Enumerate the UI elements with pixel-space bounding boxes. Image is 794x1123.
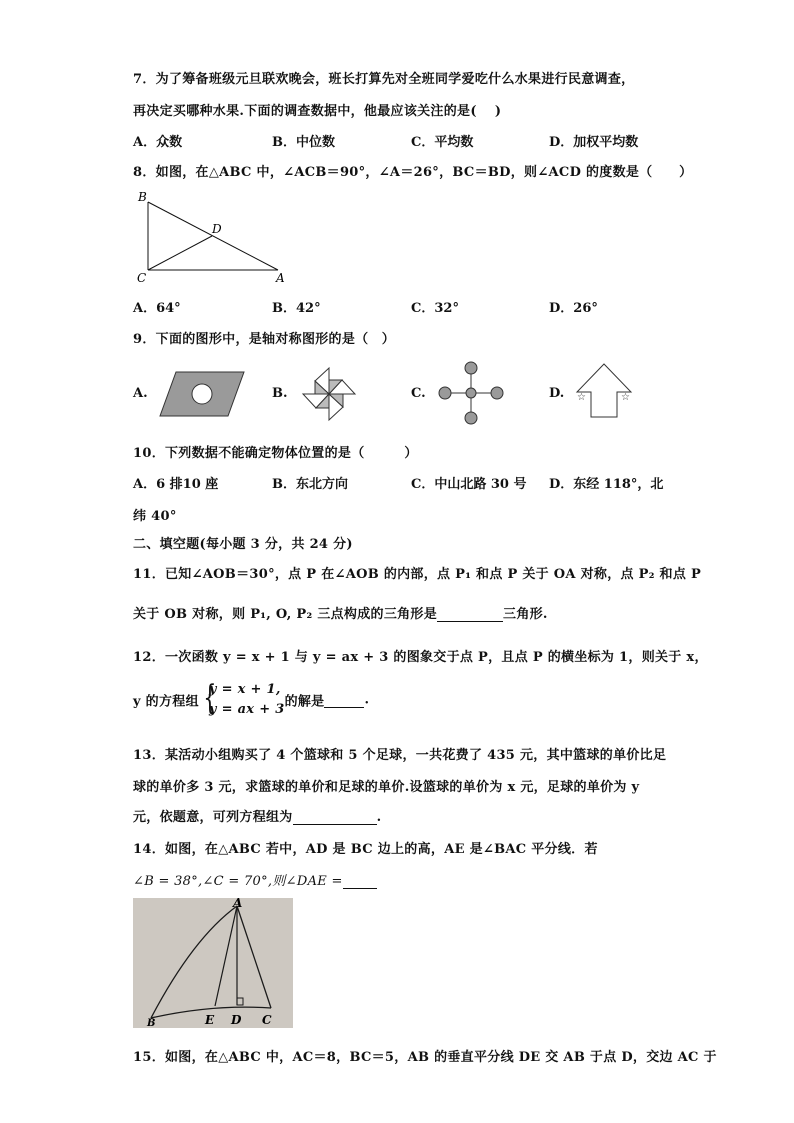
q8-option-a[interactable]: A．64° xyxy=(133,301,181,316)
q10-option-d[interactable]: D．东经 118°，北 xyxy=(549,477,664,492)
q8-option-d[interactable]: D．26° xyxy=(549,301,598,316)
q9-figure-a-parallelogram-icon xyxy=(158,370,246,418)
q12-line2-text: y 的方程组 xyxy=(133,694,199,710)
q9-figure-d-arrow-icon xyxy=(573,362,635,420)
q7-line2: 再决定买哪种水果.下面的调查数据中，他最应该关注的是( ) xyxy=(133,104,502,119)
q11-line2-end: 三角形. xyxy=(503,607,548,622)
q14-label-a: A xyxy=(233,898,243,910)
q8-stem: 8．如图，在△ABC 中，∠ACB＝90°，∠A＝26°，BC＝BD，则∠ACD 的度数是（ ） xyxy=(133,165,693,180)
q9-figure-c-circles-cross-icon xyxy=(436,360,506,426)
q10-stem: 10．下列数据不能确定物体位置的是（ ） xyxy=(133,446,418,461)
q7-options xyxy=(133,131,753,151)
q11-line1: 11．已知∠AOB＝30°，点 P 在∠AOB 的内部，点 P₁ 和点 P 关于 OA 对称，点 P₂ 和点 P xyxy=(133,567,702,582)
q8-label-a: A xyxy=(276,271,285,285)
q11-answer-blank[interactable] xyxy=(437,607,503,622)
q15-line1: 15．如图，在△ABC 中，AC＝8，BC＝5，AB 的垂直平分线 DE 交 AB 于点 D，交边 AC 于 xyxy=(133,1050,717,1065)
q12-equation-2: y = ax + 3 xyxy=(208,702,285,717)
q12-line1: 12．一次函数 y = x + 1 与 y = ax + 3 的图象交于点 P，且点 P 的横坐标为 1，则关于 x， xyxy=(133,650,708,665)
q14-line1: 14．如图，在△ABC 若中，AD 是 BC 边上的高，AE 是∠BAC 平分线．若 xyxy=(133,842,598,857)
q14-line2-text: ∠B = 38°,∠C = 70°,则∠DAE = xyxy=(133,874,343,889)
q8-triangle-figure xyxy=(133,188,293,288)
q9-option-a[interactable]: A. xyxy=(133,386,148,401)
q8-label-c: C xyxy=(137,271,147,285)
q14-label-c: C xyxy=(262,1013,272,1027)
q8-option-c[interactable]: C．32° xyxy=(411,301,459,316)
q9-stem: 9．下面的图形中，是轴对称图形的是（ ） xyxy=(133,332,396,347)
q9-star-right-icon: ☆ xyxy=(621,392,630,403)
q12-equation-system: { y = x + 1, y = ax + 3 xyxy=(203,678,285,718)
q13-answer-blank[interactable] xyxy=(293,810,377,825)
q9-option-c[interactable]: C. xyxy=(411,386,426,401)
q12-line2 xyxy=(133,680,369,720)
q8-label-b: B xyxy=(138,190,147,204)
q7-line1: 7．为了筹备班级元旦联欢晚会，班长打算先对全班同学爱吃什么水果进行民意调查， xyxy=(133,72,635,87)
q10-option-b[interactable]: B．东北方向 xyxy=(272,477,348,492)
q13-line1: 13．某活动小组购买了 4 个篮球和 5 个足球，一共花费了 435 元，其中篮球的单价比足 xyxy=(133,748,667,763)
q8-segment-cd xyxy=(148,236,212,270)
q8-option-b[interactable]: B．42° xyxy=(272,301,321,316)
q12-line2-solution: 的解是 xyxy=(284,694,325,710)
q9-star-left-icon: ☆ xyxy=(577,392,586,403)
q14-label-e: E xyxy=(205,1013,215,1027)
q10-option-a[interactable]: A．6 排10 座 xyxy=(133,477,219,492)
q10-options xyxy=(133,473,753,493)
q8-options xyxy=(133,297,753,317)
q12-answer-blank[interactable] xyxy=(324,693,364,708)
q11-line2 xyxy=(133,603,548,622)
q9-option-b[interactable]: B. xyxy=(272,386,288,401)
q7-option-d[interactable]: D．加权平均数 xyxy=(549,135,639,150)
q13-line3 xyxy=(133,806,381,825)
q7-option-c[interactable]: C．平均数 xyxy=(411,135,474,150)
q14-label-d: D xyxy=(231,1013,242,1027)
q9-figure-b-pinwheel-icon xyxy=(299,364,359,424)
q14-label-b: B xyxy=(147,1018,156,1028)
q7-option-b[interactable]: B．中位数 xyxy=(272,135,335,150)
q13-line2: 球的单价多 3 元，求篮球的单价和足球的单价.设篮球的单价为 x 元，足球的单价为 y xyxy=(133,780,640,795)
q13-line3-end: . xyxy=(376,810,382,825)
q14-triangle-figure xyxy=(133,898,293,1028)
q12-equation-1: y = x + 1, xyxy=(208,682,281,697)
q14-answer-blank[interactable] xyxy=(343,874,377,889)
q14-line2 xyxy=(133,870,377,889)
q7-option-a[interactable]: A．众数 xyxy=(133,135,183,150)
q10-option-c[interactable]: C．中山北路 30 号 xyxy=(411,477,527,492)
q13-line3-text: 元，依题意，可列方程组为 xyxy=(133,810,293,825)
q12-line2-end: . xyxy=(364,692,370,708)
q9-option-d[interactable]: D. xyxy=(549,386,565,401)
q10-option-d-wrap: 纬 40° xyxy=(133,509,177,524)
q8-label-d: D xyxy=(212,222,222,236)
section-2-heading: 二、填空题(每小题 3 分，共 24 分) xyxy=(133,537,353,552)
q14-figure-photo xyxy=(133,898,293,1028)
q11-line2-text: 关于 OB 对称，则 P₁, O, P₂ 三点构成的三角形是 xyxy=(133,607,438,622)
